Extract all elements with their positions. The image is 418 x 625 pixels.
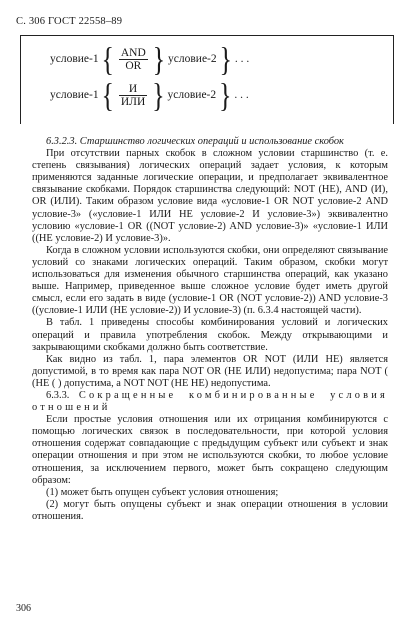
list-item: (1) может быть опущен субъект условия отношения;: [46, 486, 279, 498]
paragraph: Как видно из табл. 1, пара элементов OR NOT (ИЛИ НЕ) является допустимой, в то время как пара NOT OR (НЕ ИЛИ) недопустима; пара NOT ( (НЕ ( ) допустима, а NOT NOT (НЕ НЕ) недопустима.: [32, 353, 388, 389]
formula-and-or: [50, 40, 250, 78]
formula-right: условие-2: [168, 53, 217, 66]
operator-stack: [119, 47, 148, 72]
operator-bottom: ИЛИ: [120, 96, 146, 108]
section-2-heading: [32, 390, 388, 414]
left-brace: {: [101, 76, 114, 114]
outer-right-brace: }: [219, 40, 232, 78]
formula-ellipsis: . . .: [234, 53, 250, 66]
page-number: 306: [16, 603, 31, 614]
right-brace: }: [152, 40, 166, 78]
section-heading: 6.3.2.3. Старшинство логических операций и использование скобок: [46, 136, 344, 147]
body-text: [32, 136, 388, 523]
paragraph: Если простые условия отношения или их отрицания комбинируются с помощью логических связок в последовательности, при которой условия отношения содержат совпадающие с предыдущим субъект или субъект и знак операции отношения и при этом не используются скобки, то любое условие отношения, за исключением первого, может быть сокращено следующим образом:: [32, 414, 388, 486]
formula-left: условие-1: [50, 89, 99, 102]
operator-bottom: OR: [125, 60, 142, 72]
operator-top: И: [119, 83, 147, 96]
list-item: (2) могут быть опущены субъект и знак операции отношения в условии отношения.: [32, 498, 388, 522]
outer-right-brace: }: [219, 76, 232, 114]
paragraph: При отсутствии парных скобок в сложном условии старшинство (т. е. степень связывания) логических операций задает условия, к которым применяются заданные логические операции, и предполагает эквивалентное связывание скобками. Порядок старшинства следующий: NOT (НЕ), AND (И), OR (ИЛИ). Таким образом условие вида «условие-1 OR NOT условие-2 AND условие-3» («условие-1 ИЛИ НЕ условие-2 И условие-3») эквивалентно условию «условие-1 OR ((NOT условие-2) AND условие-3)» «условие-1 ИЛИ ((НЕ условие-2) И условие-3)».: [32, 148, 388, 244]
formula-right: условие-2: [167, 89, 217, 102]
section-number: 6.3.3.: [46, 389, 70, 401]
right-brace: }: [152, 76, 165, 114]
left-brace: {: [101, 40, 114, 78]
operator-stack: [119, 83, 147, 108]
section-title: Сокращенные комбинированные условия отношений: [32, 389, 388, 414]
formula-i-ili: [50, 76, 249, 114]
operator-top: AND: [120, 47, 146, 59]
paragraph: Когда в сложном условии используются скобки, они определяют связывание условий со знаками логических операций. Таким образом, скобки могут использоваться для изменения обычного старшинства операций, как указано выше. Например, приведенное выше сложное условие будет иметь другой смысл, если его задать в виде (условие-1 OR (NOT условие-2)) AND условие-3 ((условие-1 ИЛИ (НЕ условие-2)) И условие-3) (п. 6.3.4 настоящей части).: [32, 244, 388, 317]
formula-left: условие-1: [50, 53, 99, 66]
page-header: С. 306 ГОСТ 22558–89: [16, 16, 123, 27]
formula-ellipsis: . . .: [234, 89, 249, 102]
paragraph: В табл. 1 приведены способы комбинирования условий и логических операций и правила употребления скобок. Между открывающими и закрывающими скобками должно быть соответствие.: [32, 317, 388, 353]
